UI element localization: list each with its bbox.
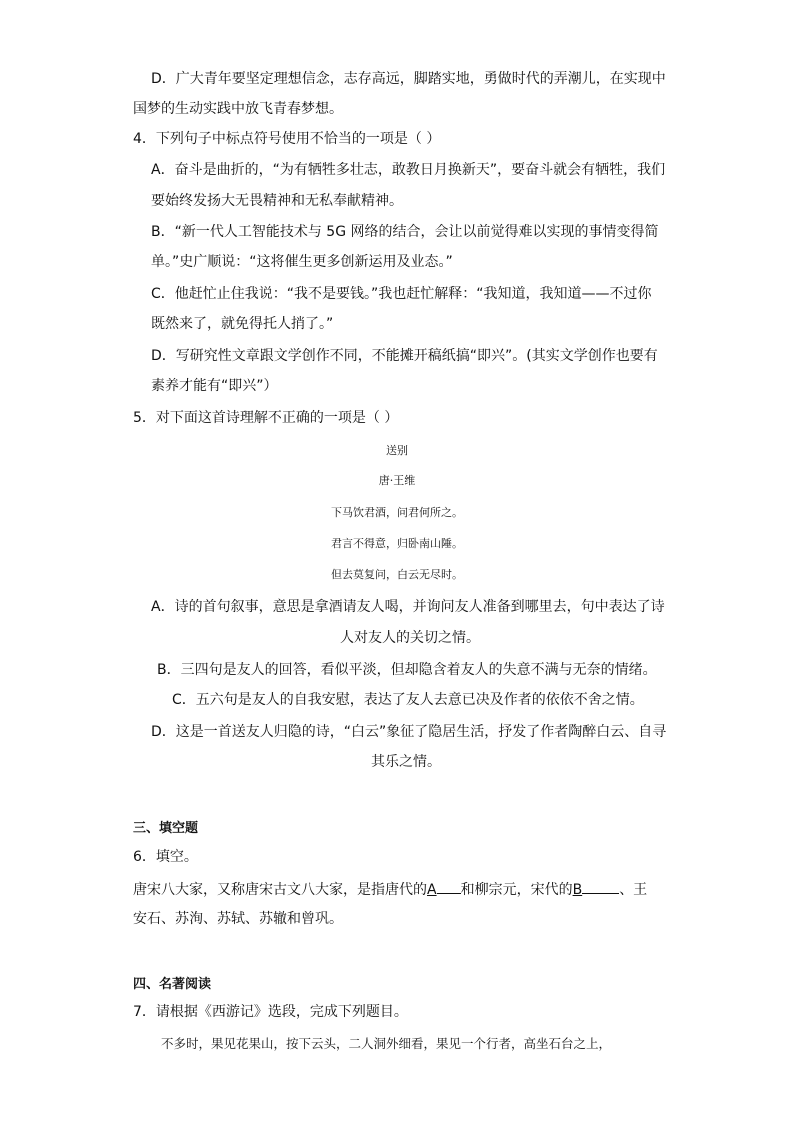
blank-a-label: A bbox=[427, 882, 437, 898]
q7-stem: 7．请根据《西游记》选段，完成下列题目。 bbox=[133, 1004, 408, 1020]
section-heading-classic-reading: 四、名著阅读 bbox=[133, 977, 212, 992]
poem-line: 君言不得意，归卧南山陲。 bbox=[331, 537, 463, 550]
q3-option-d-line1: D．广大青年要坚定理想信念，志存高远，脚踏实地，勇做时代的弄潮儿，在实现中 bbox=[151, 71, 666, 87]
poem-title: 送别 bbox=[386, 444, 408, 457]
q6-text: 唐宋八大家，又称唐宋古文八大家，是指唐代的 bbox=[133, 882, 427, 898]
q5-option-d-line1: D．这是一首送友人归隐的诗，“白云”象征了隐居生活，抒发了作者陶醉白云、自寻 bbox=[151, 724, 667, 740]
q6-text: 和柳宗元，宋代的 bbox=[460, 882, 573, 898]
q4-option-b-line1: B．“新一代人工智能技术与 5G 网络的结合，会让以前觉得难以实现的事情变得简 bbox=[151, 224, 659, 240]
q5-option-a-line1: A．诗的首句叙事，意思是拿酒请友人喝，并询问友人准备到哪里去，句中表达了诗 bbox=[151, 599, 665, 615]
reading-passage-line: 不多时，果见花果山，按下云头，二人洞外细看，果见一个行者，高坐石台之上， bbox=[161, 1036, 612, 1051]
q6-stem: 6．填空。 bbox=[133, 849, 198, 865]
q4-option-d-line2: 素养才能有“即兴”） bbox=[151, 378, 278, 394]
q4-option-a-line1: A．奋斗是曲折的，“为有牺牲多壮志，敢教日月换新天”，要奋斗就会有牺牲，我们 bbox=[151, 162, 666, 178]
q4-option-a-line2: 要始终发扬大无畏精神和无私奉献精神。 bbox=[151, 193, 403, 209]
poem-line: 下马饮君酒，问君何所之。 bbox=[331, 506, 463, 519]
section-heading-fill-in: 三、填空题 bbox=[133, 821, 199, 836]
q4-option-d-line1: D．写研究性文章跟文学创作不同，不能摊开稿纸搞“即兴”。(其实文学创作也要有 bbox=[151, 348, 658, 364]
q5-option-d-line2: 其乐之情。 bbox=[371, 754, 441, 770]
q4-option-b-line2: 单。”史广顺说：“这将催生更多创新运用及业态。” bbox=[151, 254, 453, 270]
q3-option-d-line2: 国梦的生动实践中放飞青春梦想。 bbox=[133, 101, 343, 117]
q5-option-c: C．五六句是友人的自我安慰，表达了友人去意已决及作者的依依不舍之情。 bbox=[172, 692, 644, 708]
blank-b-label: B bbox=[572, 882, 583, 898]
q5-option-a-line2: 人对友人的关切之情。 bbox=[340, 630, 480, 646]
q4-option-c-line1: C．他赶忙止住我说：“我不是要钱。”我也赶忙解释：“我知道，我知道——不过你 bbox=[151, 286, 652, 302]
q6-text: 、王 bbox=[619, 882, 648, 898]
q6-line1 bbox=[133, 878, 647, 900]
blank-b-line bbox=[582, 878, 619, 894]
poem-author: 唐·王维 bbox=[378, 474, 416, 487]
q5-stem: 5．对下面这首诗理解不正确的一项是（ ） bbox=[133, 410, 399, 426]
blank-a-line bbox=[437, 878, 461, 894]
poem-line: 但去莫复问，白云无尽时。 bbox=[331, 568, 463, 581]
q4-option-c-line2: 既然来了，就免得托人捎了。” bbox=[151, 316, 334, 332]
q5-option-b: B．三四句是友人的回答，看似平淡，但却隐含着友人的失意不满与无奈的情绪。 bbox=[157, 662, 657, 678]
q4-stem: 4．下列句子中标点符号使用不恰当的一项是（ ） bbox=[133, 131, 441, 147]
q6-line2: 安石、苏洵、苏轼、苏辙和曾巩。 bbox=[133, 911, 343, 927]
